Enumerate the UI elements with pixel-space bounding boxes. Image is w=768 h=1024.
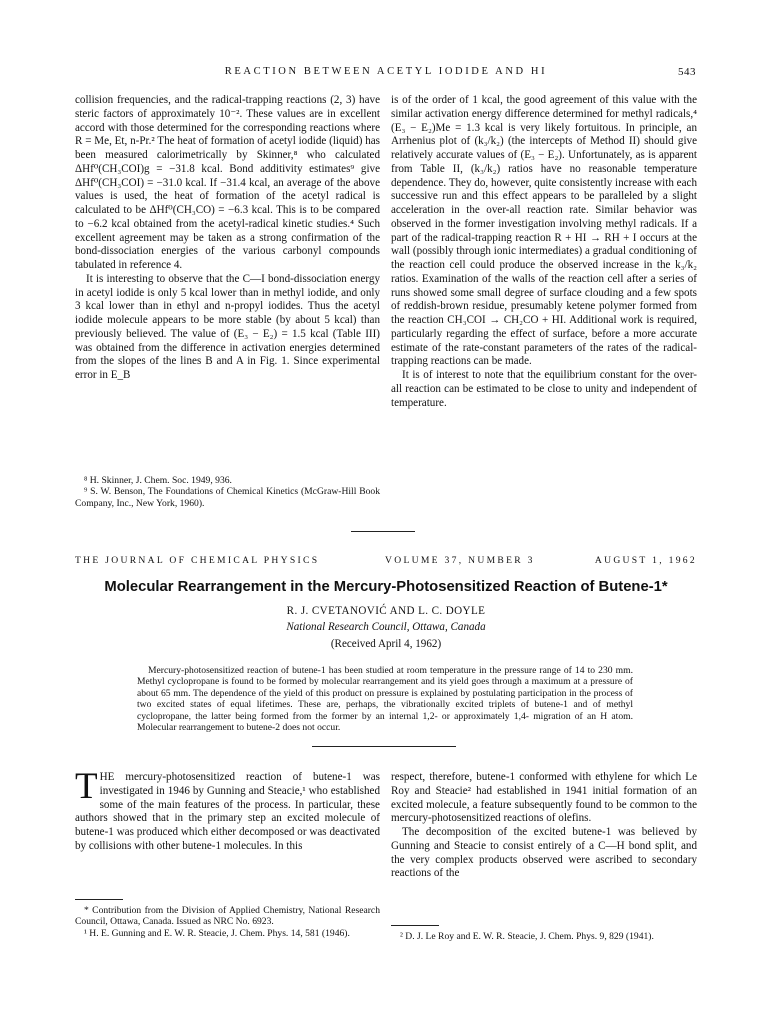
drop-cap: T xyxy=(75,766,98,807)
running-head: REACTION BETWEEN ACETYL IODIDE AND HI xyxy=(224,66,548,77)
body-paragraph: collision frequencies, and the radical-trapping reactions (2, 3) have steric factors of approximately 10⁻². These values are in excellent accord with those determined for the corresponding reactions where R = Me, Et, n-Pr.² The heat of formation of acetyl iodide (liquid) has been measured calorimetrically by Skinner,⁸ who calculated ΔHf⁰(CH₃COI)g = −31.8 kcal. Bond additivity estimates⁹ give ΔHf⁰(CH₃COI) = −31.0 kcal. If −31.4 kcal, an average of the above values is used, the heat of formation of the acetyl radical is calculated to be ΔHf⁰(CH₃CO) = −6.3 kcal. This is to be compared to −6.2 kcal obtained from the acetyl-radical kinetic studies.⁴ Such excellent agreement may be taken as a strong confirmation of the bond-dissociation energies of the various carbonyl compounds tabulated in reference 4. xyxy=(75,94,380,271)
section-divider xyxy=(351,531,415,532)
previous-article-footnotes xyxy=(75,475,380,509)
footnote: ¹ H. E. Gunning and E. W. R. Steacie, J. Chem. Phys. 14, 581 (1946). xyxy=(84,927,350,939)
article-right-column xyxy=(391,771,697,881)
article-abstract: Mercury-photosensitized reaction of butene-1 has been studied at room temperature in the pressure range of 14 to 230 mm. Methyl cyclopropane is found to be formed by molecular rearrangement and its yield goes through a maximum at a pressure of about 65 mm. The dependence of the yield of this product on pressure is explained by postulating participation in the process of two excited states of equal lifetimes. These are, perhaps, the vibrationally excited triplets of butene-1 and of methyl cyclopropane, the latter being formed from the former by an internal 1,2- or approximately 1,4- migration of an H atom. Molecular rearrangement to butene-2 does not occur. xyxy=(137,665,633,734)
footnote: ² D. J. Le Roy and E. W. R. Steacie, J. Chem. Phys. 9, 829 (1941). xyxy=(400,931,654,942)
received-date: (Received April 4, 1962) xyxy=(330,638,442,650)
article-footnotes-right xyxy=(391,931,697,942)
first-paragraph-text: HE mercury-photosensitized reaction of butene-1 was investigated in 1946 by Gunning and Steacie,¹ who established some of the main features of the process. In particular, these authors showed that in the primary step an excited molecule of butene-1 was produced which either decomposed or was deactivated by collisions with other butene-1 molecules. In this xyxy=(75,771,380,852)
article-title: Molecular Rearrangement in the Mercury-Photosensitized Reaction of Butene-1* xyxy=(104,579,668,595)
article-footnotes-left xyxy=(75,905,380,939)
article-left-column xyxy=(75,766,380,854)
article-affiliation: National Research Council, Ottawa, Canada xyxy=(286,621,486,633)
footnote: * Contribution from the Division of Applied Chemistry, National Research Council, Ottawa, Canada. Issued as NRC No. 6923. xyxy=(75,905,380,928)
body-paragraph: It is of interest to note that the equilibrium constant for the over-all reaction can be estimated to be close to unity and independent of temperature. xyxy=(391,369,697,409)
previous-article-left-column xyxy=(75,94,380,383)
footnote: ⁸ H. Skinner, J. Chem. Soc. 1949, 936. xyxy=(84,475,232,486)
footnote-rule xyxy=(391,925,439,926)
journal-volume: VOLUME 37, NUMBER 3 xyxy=(385,555,535,566)
journal-date: AUGUST 1, 1962 xyxy=(594,555,697,566)
abstract-divider xyxy=(312,746,456,747)
page-number: 543 xyxy=(678,66,696,78)
body-paragraph: It is interesting to observe that the C—I bond-dissociation energy in acetyl iodide is only 5 kcal lower than in methyl iodide, and only 3 kcal lower than in ethyl and n-propyl iodides. Thus the acetyl iodide molecule appears to be more stable (by about 5 kcal) than previously believed. The value of (E₃ − E₂) = 1.5 kcal (Table III) was obtained from the difference in activation energies determined from the slopes of the lines B and A in Fig. 1. Since experimental error in E_B xyxy=(75,272,380,381)
body-paragraph: The decomposition of the excited butene-1 was believed by Gunning and Steacie to consist entirely of a C—H bond split, and the very complex products observed were ascribed to secondary reactions of the xyxy=(391,826,697,880)
journal-line xyxy=(75,555,697,567)
footnote-rule xyxy=(75,899,123,900)
body-paragraph xyxy=(75,766,380,854)
article-authors: R. J. CVETANOVIĆ AND L. C. DOYLE xyxy=(286,605,486,617)
body-paragraph: respect, therefore, butene-1 conformed with ethylene for which Le Roy and Steacie² had established in 1941 initial formation of an excited molecule, a feature subsequently found to be common to the mercury-photosensitized reactions of olefins. xyxy=(391,771,697,825)
body-paragraph: is of the order of 1 kcal, the good agreement of this value with the similar activation energy difference determined for methyl radicals,⁴ (E₃ − E₂)Me = 1.3 kcal is very likely fortuitous. In principle, an Arrhenius plot of (k₃/k₂) (the intercepts of Method II) should give relatively accurate values of (E₃ − E₂). Unfortunately, as is apparent from Table II, (k₃/k₂) ratios have no reasonable temperature dependence. They do, however, quite consistently increase with each successive run and this effect appears to be paralleled by a slight acceleration in the over-all reaction rate. Similar behavior was observed in the former investigation involving methyl radicals. If a part of the radical-trapping reaction R + HI → RH + I occurs at the wall (possibly through ionic intermediates) a gradual conditioning of the reaction cell could produce the observed increase in the k₃/k₂ ratios. Examination of the walls of the reaction cell after a series of runs showed some small degree of surface clouding and a few spots of reddish-brown residue, presumably ketene polymer formed from the reaction CH₃COI → CH₂CO + HI. Additional work is required, particularly regarding the effect of surface, before a more accurate estimate of the rate-constant parameters of the rates of the radical-trapping reactions can be made. xyxy=(391,94,697,368)
previous-article-right-column xyxy=(391,94,697,410)
journal-name: THE JOURNAL OF CHEMICAL PHYSICS xyxy=(75,555,320,566)
footnote: ⁹ S. W. Benson, The Foundations of Chemical Kinetics (McGraw-Hill Book Company, Inc., New York, 1960). xyxy=(75,486,380,509)
